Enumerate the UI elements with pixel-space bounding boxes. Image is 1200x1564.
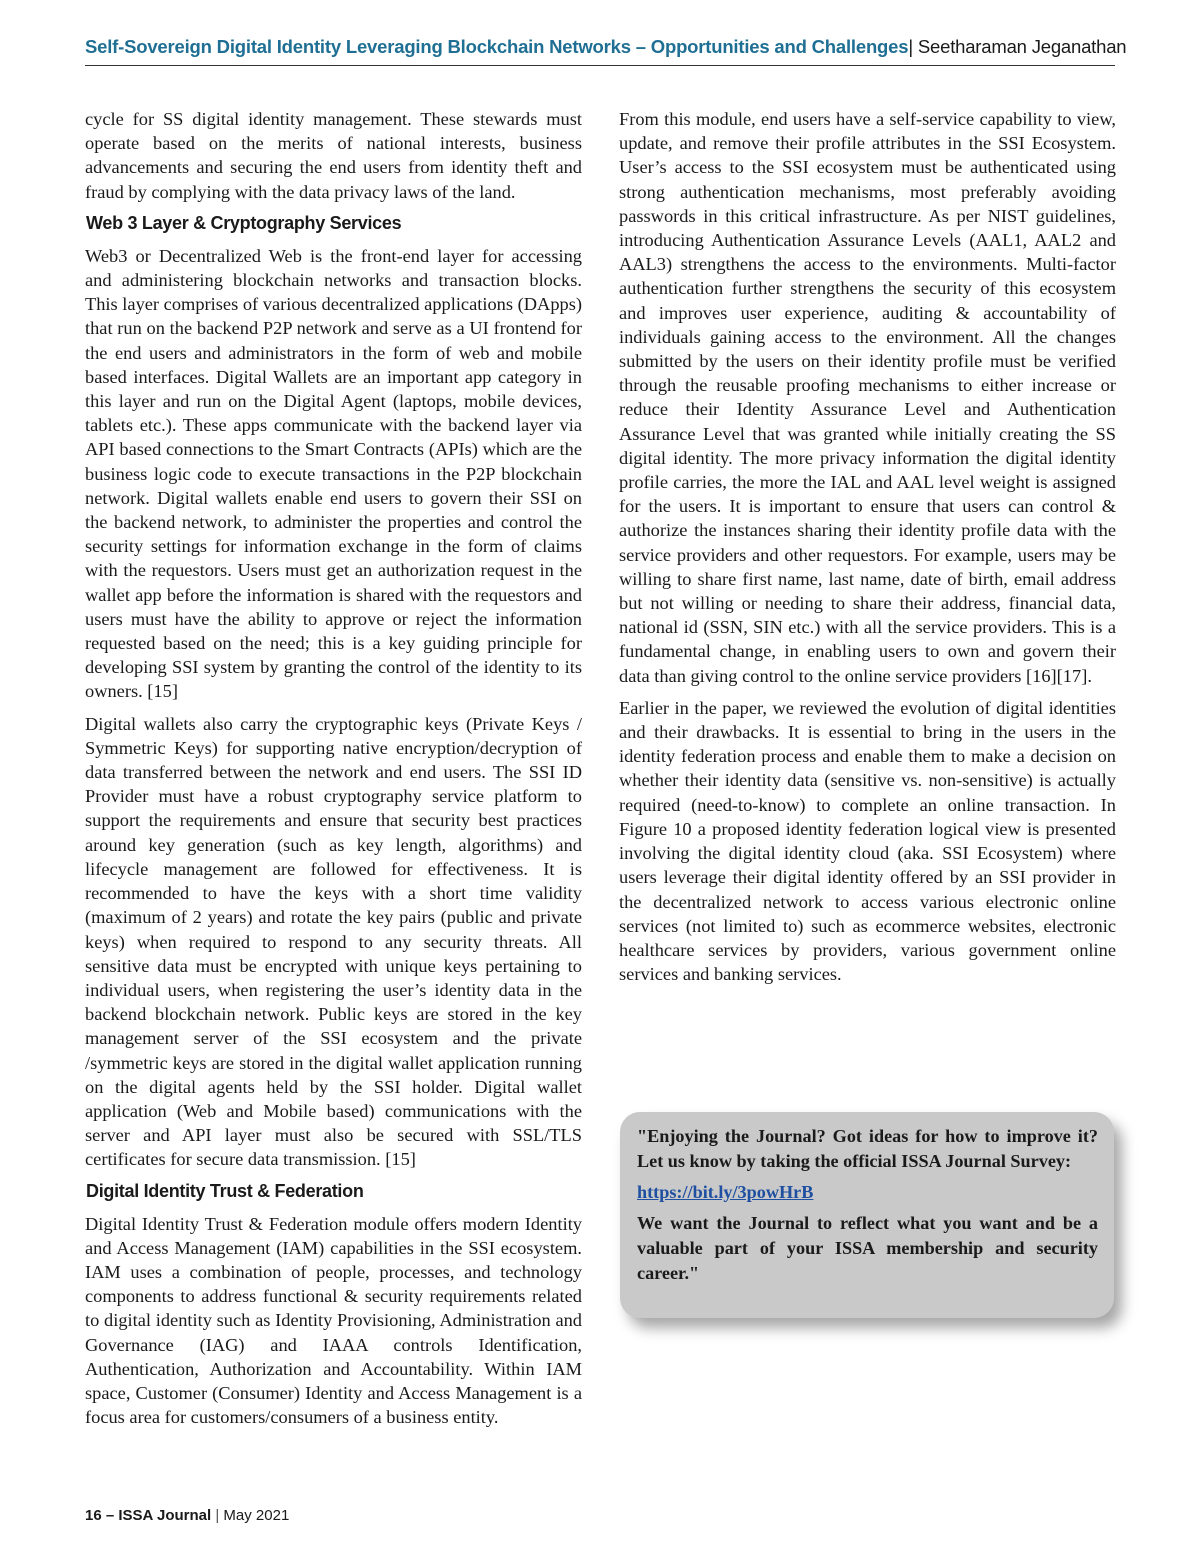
paragraph: cycle for SS digital identity management. These stewards must operate based on the merits of national interests, business advancements and securing the end users from identity theft and fraud by complying with the data privacy laws of the land. [85,109,582,202]
survey-prompt: "Enjoying the Journal? Got ideas for how to improve it? Let us know by taking the official ISSA Journal Survey: [637,1126,1098,1171]
paragraph: Digital Identity Trust & Federation module offers modern Identity and Access Management (IAM) capabilities in the SSI ecosystem. IAM uses a combination of people, processes, and technology components to address functional & security requirements related to digital identity such as Identity Provisioning, Administration and Governance (IAG) and IAAA controls Identification, Authentication, Authorization and Accountability. Within IAM space, Customer (Consumer) Identity and Access Management is a focus area for customers/consumers of a business entity. [85,1213,582,1428]
article-title: Self-Sovereign Digital Identity Leveraging Blockchain Networks – Opportunities and Challenges [85,36,909,57]
left-column [85,107,582,1437]
author-name: Seetharaman Jeganathan [912,36,1127,57]
survey-link[interactable]: https://bit.ly/3powHrB [637,1182,814,1202]
survey-closing: We want the Journal to reflect what you want and be a valuable part of your ISSA membership and security career." [637,1213,1098,1283]
paragraph: Digital wallets also carry the cryptographic keys (Private Keys / Symmetric Keys) for supporting native encryption/decryption of data transferred between the network and end users. The SSI ID Provider must have a robust cryptography service platform to support the requirements and ensure that security best practices around key generation (such as key length, algorithms) and lifecycle management are followed for effectiveness. It is recommended to have the keys with a short time validity (maximum of 2 years) and rotate the key pairs (public and private keys) when required to respond to any security threats. All sensitive data must be encrypted with unique keys pertaining to individual users, when registering the user’s identity data in the backend blockchain network. Public keys are stored in the key management server of the SSI ecosystem and the private /symmetric keys are stored in the digital wallet application running on the digital agents held by the SSI holder. Digital wallet application (Web and Mobile based) communications with the server and API layer must also be secured with SSL/TLS certificates for secure data transmission. [15] [85,713,582,1170]
header-rule [85,65,1115,66]
paragraph: Web3 or Decentralized Web is the front-end layer for accessing and administering blockchain networks and transaction blocks. This layer comprises of various decentralized applications (DApps) that run on the backend P2P network and serve as a UI frontend for the end users and administrators in the form of web and mobile based interfaces. Digital Wallets are an important app category in this layer and run on the Digital Agent (laptops, mobile devices, tablets etc.). These apps communicate with the backend layer via API based connections to the Smart Contracts (APIs) which are the business logic code to execute transactions in the P2P blockchain network. Digital wallets enable end users to govern their SSI on the backend network, to administer the properties and control the security settings for information exchange in the form of claims with the requestors. Users must get an authorization request in the wallet app before the information is shared with the requestors and users must have the ability to approve or reject the information requested based on the need; this is a key guiding principle for developing SSI system by granting the control of the identity to its owners. [15] [85,245,582,702]
running-header [85,34,1127,60]
issue-date: May 2021 [223,1507,290,1524]
right-column [619,107,1116,994]
paragraph: From this module, end users have a self-service capability to view, update, and remove their profile attributes in the SSI Ecosystem. User’s access to the SSI ecosystem must be authenticated using strong authentication mechanisms, most preferably avoiding passwords in this critical infrastructure. As per NIST guidelines, introducing Authentication Assurance Levels (AAL1, AAL2 and AAL3) strengthens the access to the environments. Multi-factor authentication further strengthens the security of this ecosystem and improves user experience, auditing & accountability of individuals gaining access to the environment. All the changes submitted by the users on their identity profile must be verified through the reusable proofing mechanisms to either increase or reduce their Identity Assurance Level and Authentication Assurance Level that was granted while initially creating the SS digital identity. The more privacy information the digital identity profile carries, the more the IAL and AAL level weight is assigned for the users. It is important to ensure that users can control & authorize the instances sharing their identity profile data with the service providers and other requestors. For example, users may be willing to share first name, last name, date of birth, email address but not willing or needing to share their address, financial data, national id (SSN, SIN etc.) with all the service providers. This is a fundamental change, in enabling users to own and govern their data than giving control to the online service providers [16][17]. [619,109,1116,686]
page-footer [85,1506,289,1526]
header-separator: | [908,36,913,57]
page-number: 16 – ISSA Journal [85,1507,212,1524]
footer-separator: | [211,1507,224,1524]
section-heading: Digital Identity Trust & Federation [86,1180,364,1201]
section-heading: Web 3 Layer & Cryptography Services [86,212,402,233]
paragraph: Earlier in the paper, we reviewed the evolution of digital identities and their drawbacks. It is essential to bring in the users in the identity federation process and enable them to make a decision on whether their identity data (sensitive vs. non-sensitive) is actually required (need-to-know) to complete an online transaction. In Figure 10 a proposed identity federation logical view is presented involving the digital identity cloud (aka. SSI Ecosystem) where users leverage their digital identity offered by an SSI provider in the decentralized network to access various electronic online services (not limited to) such as ecommerce websites, electronic healthcare services by providers, various government online services and banking services. [619,697,1116,985]
survey-callout [620,1112,1114,1318]
